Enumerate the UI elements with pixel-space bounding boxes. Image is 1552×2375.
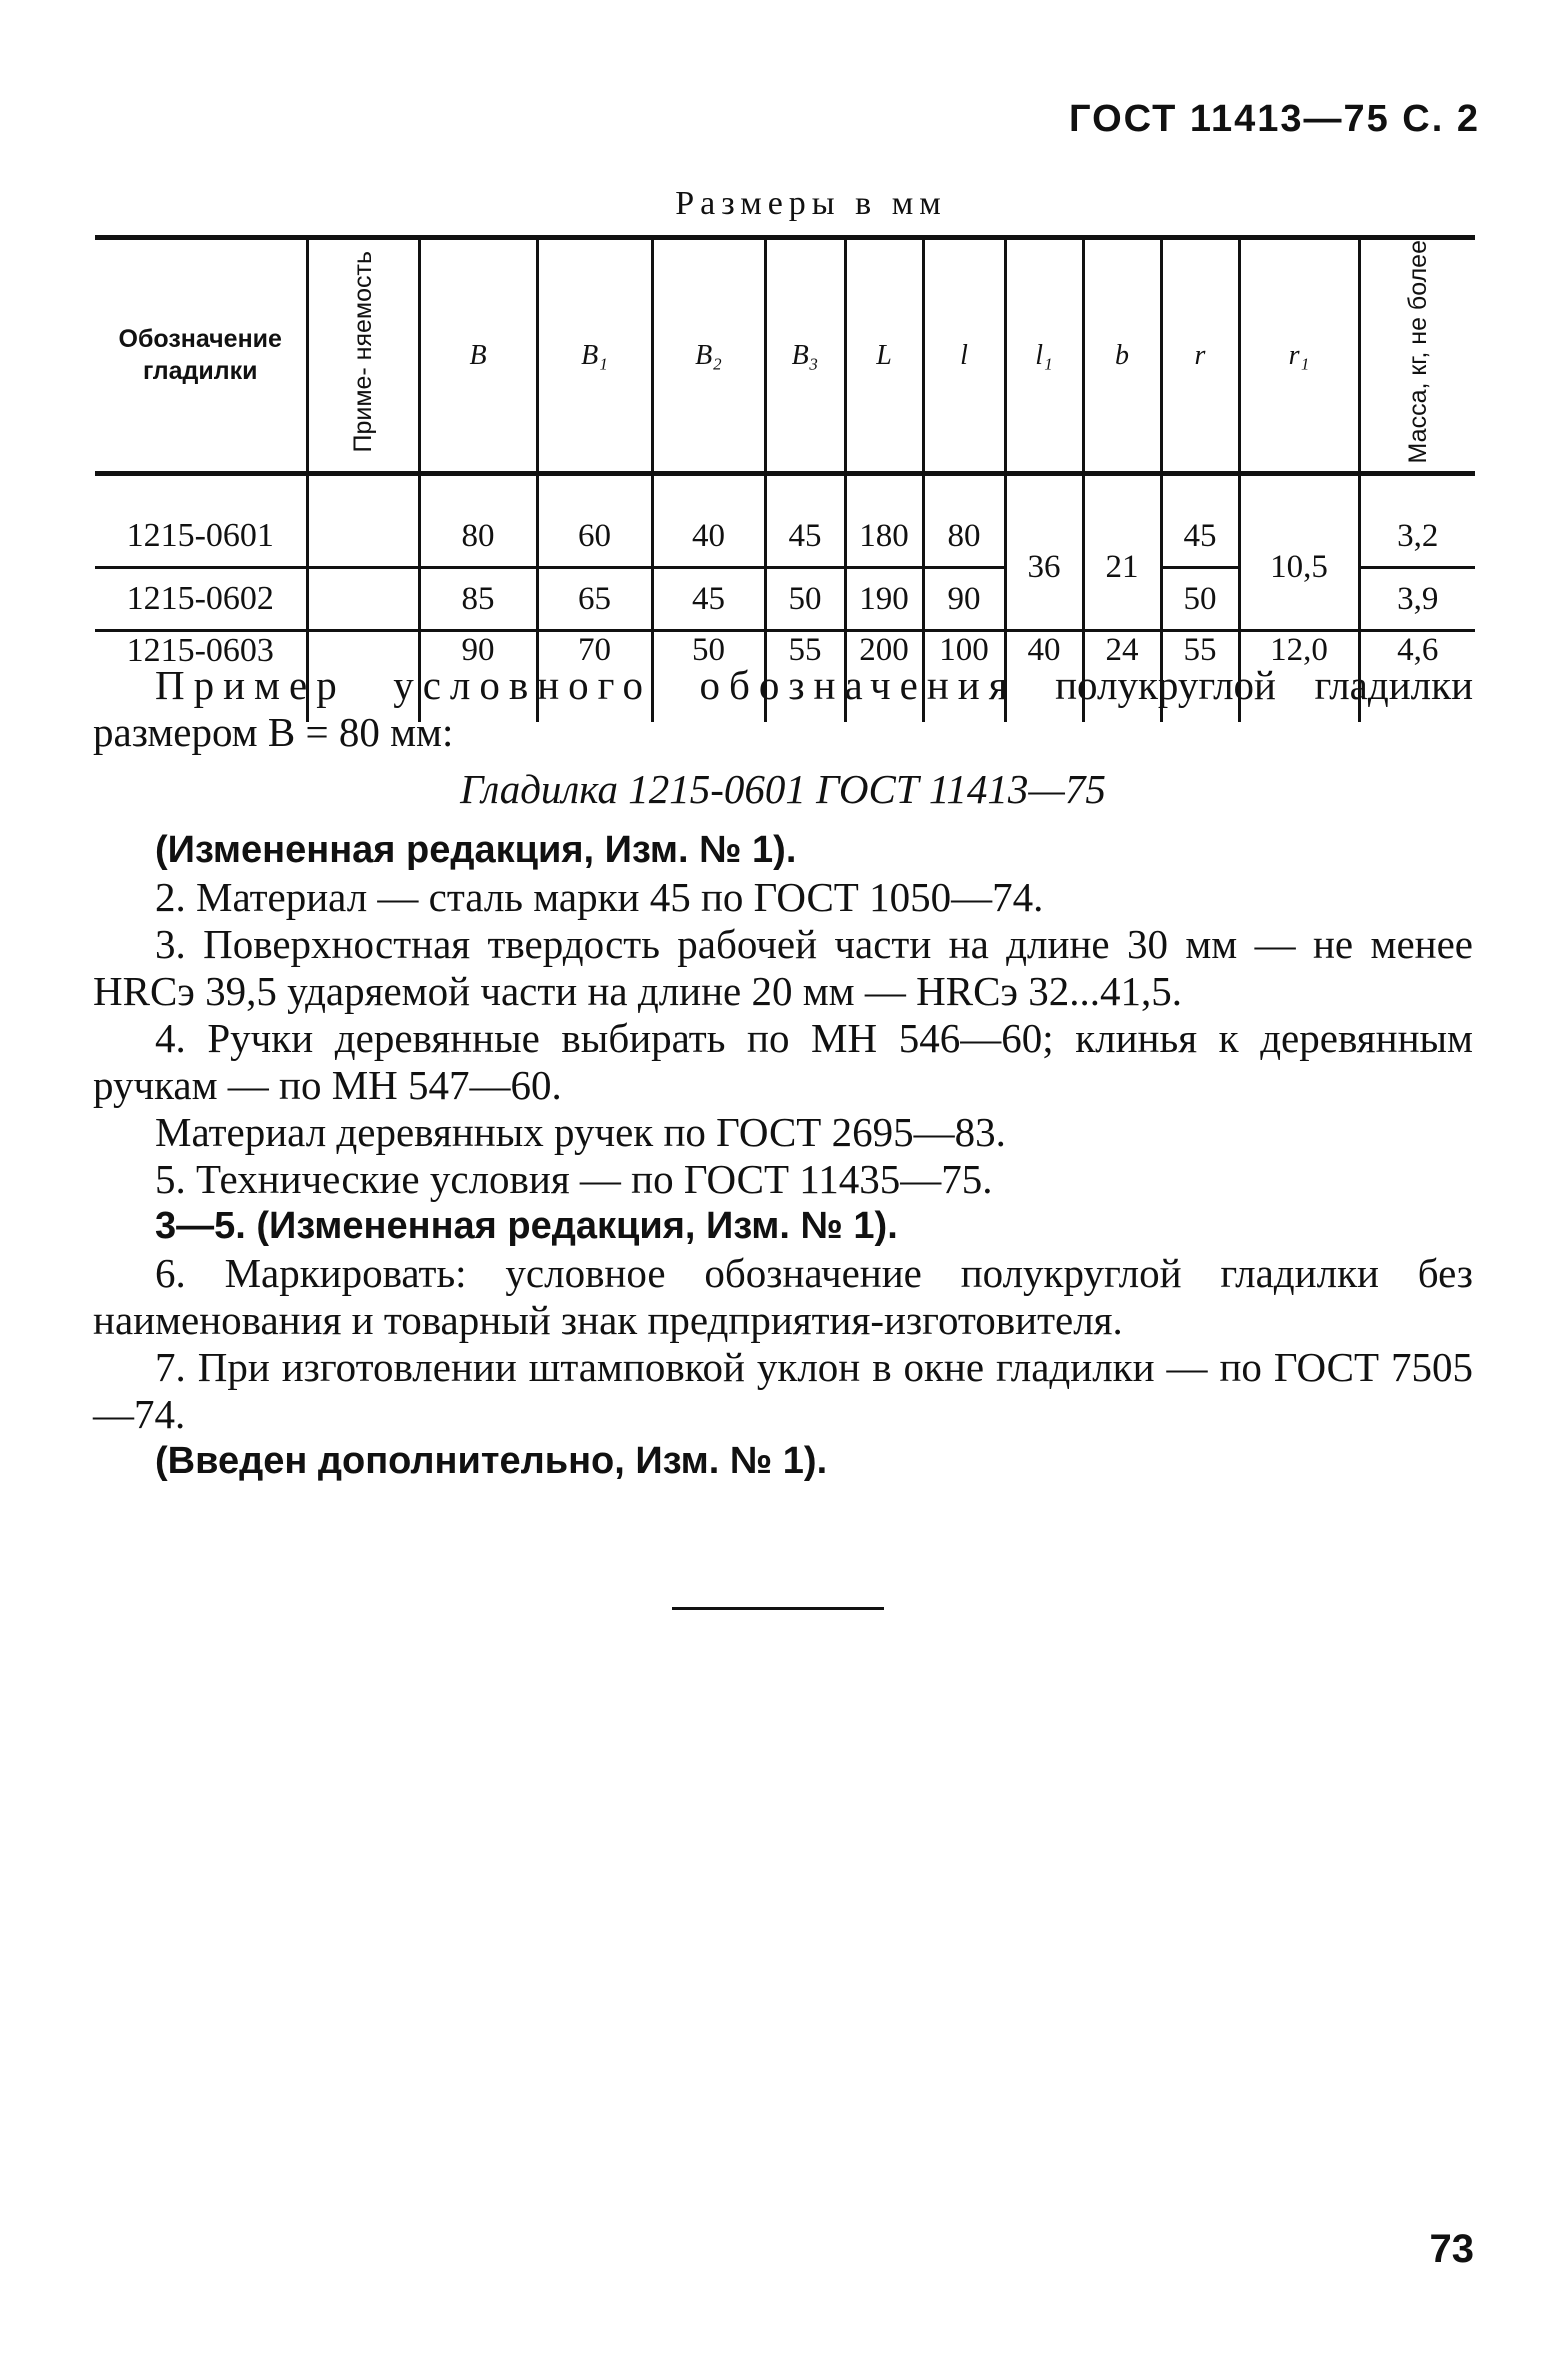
- cell-mass: 3,2: [1359, 474, 1475, 568]
- table-caption: Размеры в мм: [675, 185, 947, 222]
- cell-B1: 70: [537, 631, 652, 723]
- header-r1: r₁: [1239, 238, 1359, 474]
- header-mass-label: Масса, кг, не более: [1403, 240, 1432, 464]
- cell-designation: 1215-0603: [126, 632, 274, 670]
- cell-r: 50: [1161, 568, 1239, 631]
- cell-applicability: [307, 568, 419, 631]
- header-B3: B₃: [765, 238, 845, 474]
- example-paragraph: [93, 662, 1473, 756]
- header-b: b: [1083, 238, 1161, 474]
- cell-designation: 1215-0602: [95, 568, 307, 631]
- cell-B: 80: [419, 474, 537, 568]
- header-B: B: [419, 238, 537, 474]
- header-B1: B₁: [537, 238, 652, 474]
- table-header-row: [95, 238, 1475, 474]
- amendment-note-1: (Измененная редакция, Изм. № 1).: [155, 829, 797, 871]
- page-number: 73: [1429, 2227, 1474, 2271]
- paragraph-4b: Материал деревянных ручек по ГОСТ 2695—83.: [155, 1109, 1006, 1155]
- header-L: L: [845, 238, 923, 474]
- paragraph-5: 5. Технические условия — по ГОСТ 11435—75.: [155, 1156, 993, 1202]
- cell-B3: 45: [765, 474, 845, 568]
- end-rule: [672, 1607, 884, 1610]
- cell-l1-merged: 36: [1005, 474, 1083, 631]
- dimensions-table-container: [95, 235, 1475, 722]
- cell-l: 100: [923, 631, 1005, 723]
- cell-B1: 65: [537, 568, 652, 631]
- cell-B: 85: [419, 568, 537, 631]
- cell-l: 80: [923, 474, 1005, 568]
- paragraph-2: 2. Материал — сталь марки 45 по ГОСТ 1050—74.: [155, 874, 1044, 920]
- cell-r1: 12,0: [1239, 631, 1359, 723]
- cell-b: 24: [1083, 631, 1161, 723]
- cell-B: 90: [419, 631, 537, 723]
- example-lead: Пример условного обозначения: [155, 662, 1017, 708]
- cell-B3: 50: [765, 568, 845, 631]
- cell-B2: 45: [652, 568, 765, 631]
- header-r: r: [1161, 238, 1239, 474]
- cell-L: 180: [845, 474, 923, 568]
- paragraph-3: 3. Поверхностная твердость рабочей части на длине 30 мм — не менее HRCэ 39,5 ударяемой части на длине 20 мм — HRCэ 32...41,5.: [93, 921, 1473, 1014]
- cell-l1: 40: [1005, 631, 1083, 723]
- header-l1: l₁: [1005, 238, 1083, 474]
- dimensions-table: [95, 235, 1475, 722]
- cell-L: 200: [845, 631, 923, 723]
- amendment-note-2: 3—5. (Измененная редакция, Изм. № 1).: [155, 1205, 898, 1247]
- table-row: [95, 474, 1475, 568]
- header-applicability: [307, 238, 419, 474]
- cell-mass: 3,9: [1359, 568, 1475, 631]
- paragraph-4: 4. Ручки деревянные выбирать по МН 546—60; клинья к деревянным ручкам — по МН 547—60.: [93, 1015, 1473, 1108]
- document-header: ГОСТ 11413—75 С. 2: [1069, 98, 1480, 140]
- cell-B2: 50: [652, 631, 765, 723]
- cell-L: 190: [845, 568, 923, 631]
- cell-r1-merged: 10,5: [1239, 474, 1359, 631]
- cell-B3: 55: [765, 631, 845, 723]
- document-body: [93, 662, 1473, 1485]
- amendment-note-3: (Введен дополнительно, Изм. № 1).: [155, 1440, 828, 1482]
- cell-r: 55: [1161, 631, 1239, 723]
- paragraph-6: 6. Маркировать: условное обозначение полукруглой гладилки без наименования и товарный знак предприятия-изготовителя.: [93, 1250, 1473, 1343]
- cell-B2: 40: [652, 474, 765, 568]
- cell-mass: 4,6: [1359, 631, 1475, 723]
- cell-b-merged: 21: [1083, 474, 1161, 631]
- cell-applicability: [307, 474, 419, 568]
- cell-designation: 1215-0601: [95, 474, 307, 568]
- header-B2: B₂: [652, 238, 765, 474]
- header-applicability-label: Приме- няемость: [349, 250, 377, 453]
- example-rest: полукруглой гладилки размером B = 80 мм:: [93, 662, 1474, 755]
- cell-l: 90: [923, 568, 1005, 631]
- cell-r: 45: [1161, 474, 1239, 568]
- header-designation: Обозначение гладилки: [95, 238, 307, 474]
- header-l: l: [923, 238, 1005, 474]
- example-designation: Гладилка 1215-0601 ГОСТ 11413—75: [460, 766, 1106, 812]
- header-mass: [1359, 238, 1475, 474]
- paragraph-7: 7. При изготовлении штамповкой уклон в окне гладилки — по ГОСТ 7505—74.: [93, 1344, 1473, 1437]
- cell-B1: 60: [537, 474, 652, 568]
